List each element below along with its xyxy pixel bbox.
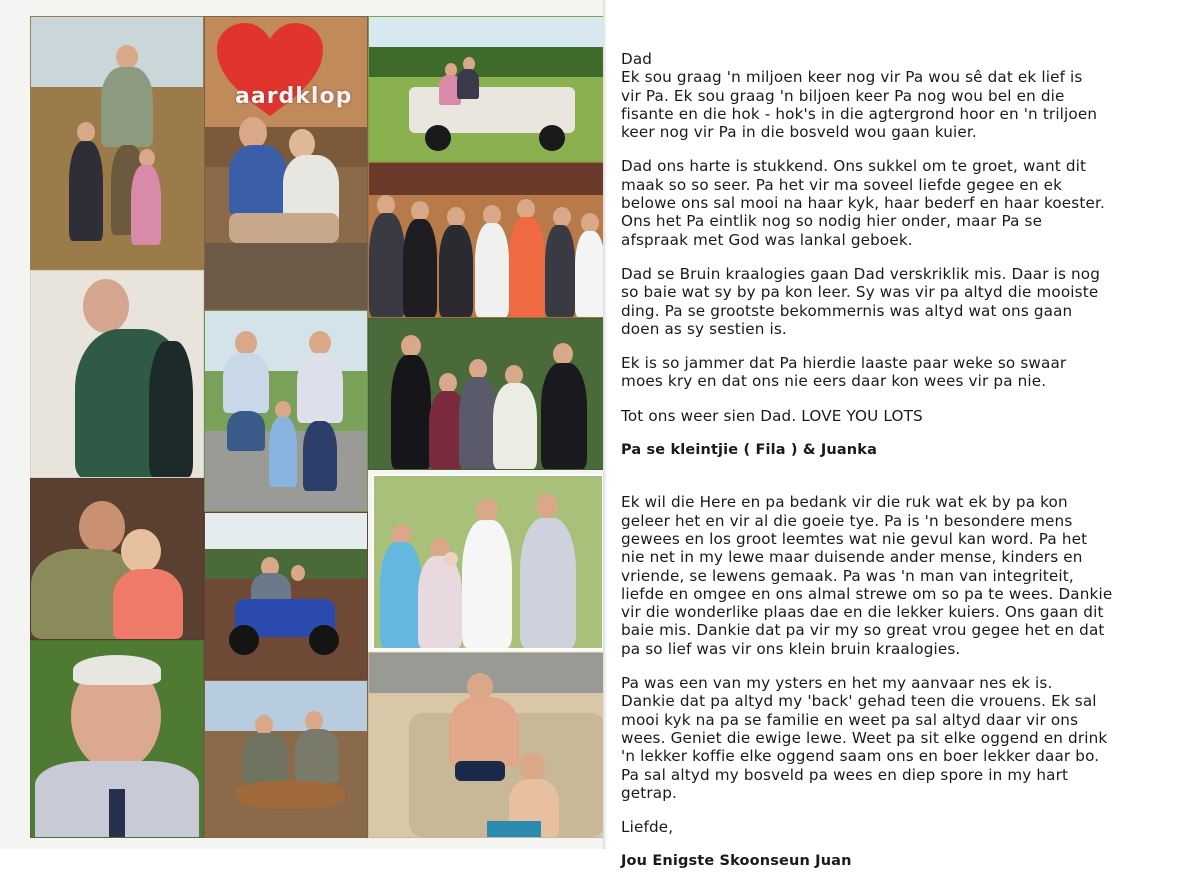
photo-father-portrait xyxy=(30,640,204,838)
letter-paragraph-5: Tot ons weer sien Dad. LOVE YOU LOTS xyxy=(621,406,923,425)
photo-wedding-group xyxy=(368,318,606,470)
photo-father-with-child xyxy=(30,478,204,640)
photo-aardklop-couple-bench xyxy=(204,16,368,310)
letter-paragraph-4: Ek is so jammer dat Pa hierdie laaste paar weke so swaar moes kry en dat ons nie eers daar kon wees vir pa nie. xyxy=(621,354,1067,391)
letter-paragraph-6: Ek wil die Here en pa bedank vir die ruk wat ek by pa kon geleer het en vir al die goeie tye. Pa is 'n besondere mens gewees en los groot leemtes wat nie gevul kan word. Pa het nie net in my lewe maar duisende ander mense, kinders en vriende, se lewens gemaak. Pa was 'n man van integriteit, liefde en omgee en ons almal strewe om so pa te wees. Dankie vir die wonderlike plaas dae en die lekker kuiers. Ons gaan dit baie mis. Dankie dat pa vir my so great vrou gegee het en dat pa so lief was vir ons klein bruin kraalogies. xyxy=(621,493,1113,658)
photo-collage-page xyxy=(0,0,603,849)
photo-hunting-trophy xyxy=(204,680,368,838)
photo-family-on-bakkie xyxy=(368,16,606,162)
photo-family-with-baby-garden xyxy=(372,474,604,650)
letter xyxy=(621,50,1189,887)
aardklop-sign-text: aardklop xyxy=(235,84,353,109)
letter-paragraph-7: Pa was een van my ysters en het my aanvaar nes ek is. Dankie dat pa altyd my 'back' gehad teen die vrouens. Ek sal mooi kyk na pa se familie en weet pa sal altyd daar vir ons wees. Geniet die ewige lewe. Weet pa sit elke oggend en drink 'n lekker koffie elke oggend saam ons en boer lekker daar bo. Pa sal altyd my bosveld pa wees en diep spore in my hart getrap. xyxy=(621,674,1108,802)
photo-father-on-couch-with-grandchild xyxy=(368,652,606,838)
letter-paragraph-1: Dad Ek sou graag 'n miljoen keer nog vir Pa wou sê dat ek lief is vir Pa. Ek sou graag 'n biljoen keer Pa nog wou bel en die fisante en die hok - hok's in die agtergrond hoor en 'n triljoen keer nog vir Pa in die bosveld wou gaan kuier. xyxy=(621,50,1098,142)
photo-father-with-grandchildren-bushveld xyxy=(30,16,204,270)
letter-page xyxy=(607,0,1200,870)
letter-signature-2: Jou Enigste Skoonseun Juan xyxy=(621,853,852,870)
letter-paragraph-2: Dad ons harte is stukkend. Ons sukkel om te groet, want dit maak so so seer. Pa het vir ma soveel liefde gegee en ek belowe ons sal mooi na haar kyk, haar bederf en haar koester. Ons het Pa eintlik nog so nodig hier onder, maar Pa se afspraak met God was lankal geboek. xyxy=(621,157,1105,249)
photo-quad-bike xyxy=(204,512,368,680)
letter-paragraph-3: Dad se Bruin kraalogies gaan Dad verskriklik mis. Daar is nog so baie wat sy by pa kon leer. Sy was vir pa altyd die mooiste ding. Pa se grootste bekommernis was altyd wat ons gaan doen as sy sestien is. xyxy=(621,264,1101,338)
letter-signature-1: Pa se kleintjie ( Fila ) & Juanka xyxy=(621,442,878,459)
photo-family-group-under-shelter xyxy=(368,162,606,318)
photo-collage xyxy=(30,16,604,836)
letter-closing: Liefde, xyxy=(621,818,674,837)
photo-father-son-grandchild-driveway xyxy=(204,310,368,512)
photo-father-green-vest xyxy=(30,270,204,478)
